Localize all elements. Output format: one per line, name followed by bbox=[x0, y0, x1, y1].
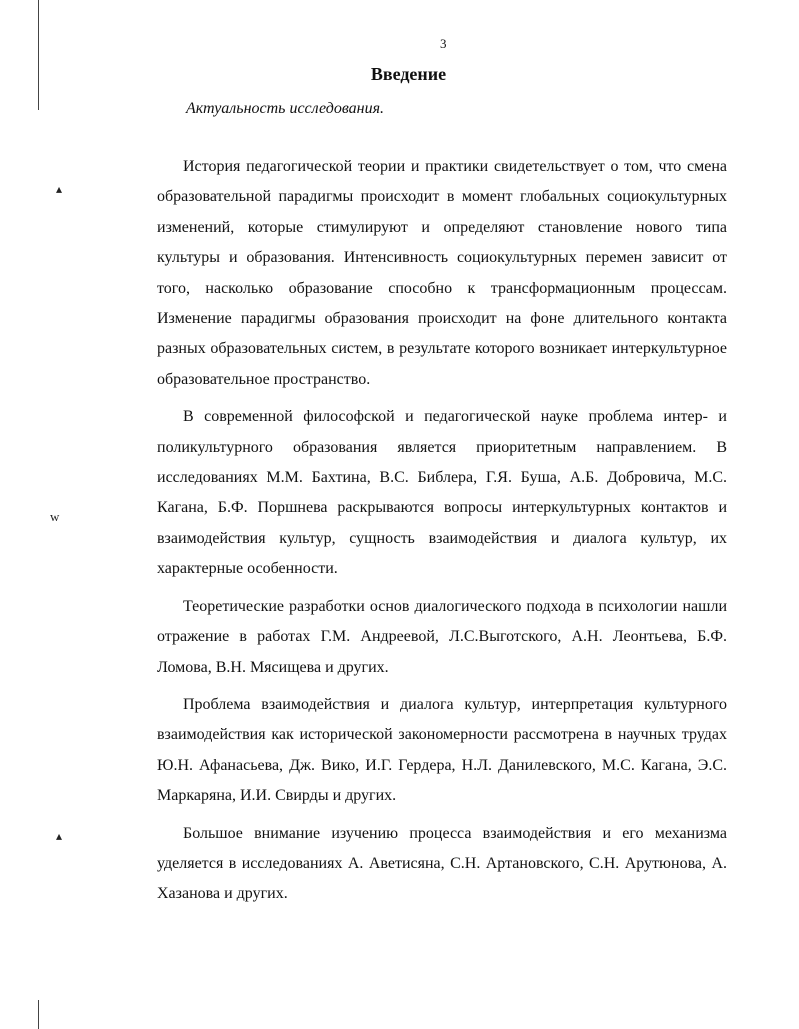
paragraph: Теоретические разработки основ диалогического подхода в психологии нашли отражение в работах Г.М. Андреевой, Л.С.Выготского, А.Н. Леонтьева, Б.Ф. Ломова, В.Н. Мясищева и других. bbox=[157, 597, 727, 676]
paragraph: Проблема взаимодействия и диалога культур, интерпретация культурного взаимодействия как исторической закономерности рассмотрена в научных трудах Ю.Н. Афанасьева, Дж. Вико, И.Г. Гердера, Н.Л. Данилевского, М.С. Кагана, Э.С. Маркаряна, И.И. Свирды и других. bbox=[157, 695, 727, 805]
margin-mark-1: ▴ bbox=[56, 182, 63, 196]
page-title: Введение bbox=[370, 64, 447, 84]
scan-edge-line-top bbox=[38, 0, 39, 110]
paragraph: В современной философской и педагогической науке проблема интер- и поликультурного образования является приоритетным направлением. В исследованиях М.М. Бахтина, В.С. Библера, Г.Я. Буша, А.Б. Добровича, М.С. Кагана, Б.Ф. Поршнева раскрываются вопросы интеркультурных контактов и взаимодействия культур, сущность взаимодействия и диалога культур, их характерные особенности. bbox=[157, 408, 727, 578]
margin-mark-3: ▴ bbox=[56, 829, 63, 843]
page-number: 3 bbox=[440, 36, 447, 51]
paragraph: История педагогической теории и практики свидетельствует о том, что смена образовательной парадигмы происходит в момент глобальных социокультурных изменений, которые стимулируют и определяют становление нового типа культуры и образования. Интенсивность социокультурных перемен зависит от того, насколько образование способно к трансформационным процессам. Изменение парадигмы образования происходит на фоне длительного контакта разных образовательных систем, в результате которого возникает интеркультурное образовательное пространство. bbox=[157, 158, 727, 388]
paragraph: Большое внимание изучению процесса взаимодействия и его механизма уделяется в исследованиях А. Аветисяна, С.Н. Артановского, С.Н. Арутюнова, А. Хазанова и других. bbox=[157, 824, 727, 903]
scan-edge-line-bottom bbox=[38, 1000, 39, 1029]
body-text bbox=[157, 152, 727, 917]
section-subtitle: Актуальность исследования. bbox=[186, 100, 385, 117]
margin-mark-2: ᴡ bbox=[50, 509, 60, 524]
